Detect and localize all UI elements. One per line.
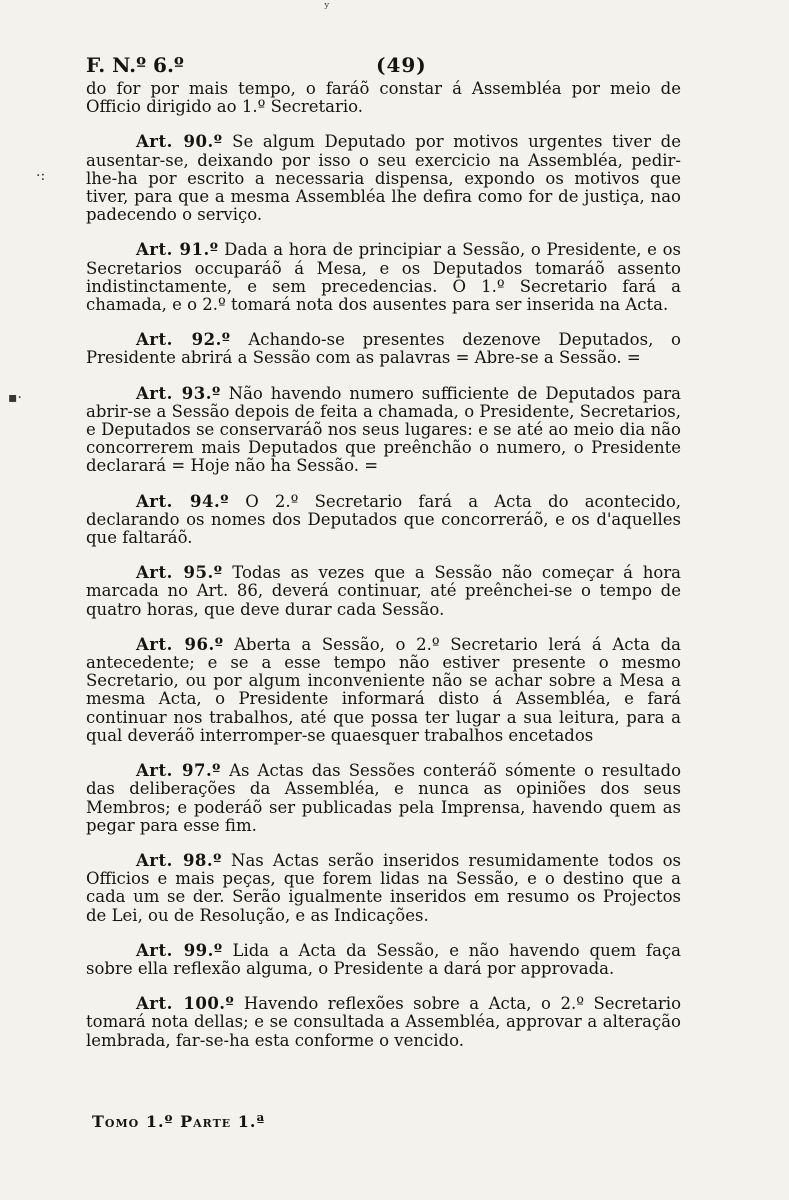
article-95 <box>86 564 681 619</box>
article-text: Não havendo numero sufficiente de Deputados para abrir-se a Sessão depois de feita a chamada, o Presidente, Secretarios, e Deputados se conservaráõ nos seus lugares: e se até ao meio dia não concorrerem mais Deputados que preênchão o numero, o Presidente declarará = Hoje não ha Sessão. = <box>86 383 681 476</box>
article-99 <box>86 942 681 978</box>
article-98 <box>86 852 681 925</box>
article-97 <box>86 762 681 835</box>
article-label: Art. 100.º <box>136 994 235 1014</box>
article-text: O 2.º Secretario fará a Acta do acontecido, declarando os nomes dos Deputados que concorreráõ, e os d'aquelles que faltaráõ. <box>86 491 682 548</box>
top-edge-mark: ʸ <box>324 0 330 16</box>
article-label: Art. 97.º <box>136 761 221 781</box>
article-label: Art. 93.º <box>136 383 221 403</box>
article-text: Lida a Acta da Sessão, e não havendo quem faça sobre ella reflexão alguma, o Presidente a dará por approvada. <box>86 940 681 978</box>
article-96 <box>86 636 681 745</box>
article-text: Aberta a Sessão, o 2.º Secretario lerá á Acta da antecedente; e se a esse tempo não estiver presente o mesmo Secretario, ou por algum inconveniente não se achar sobre a Mesa a mesma Acta, o Presidente informará disto á Assembléa, e fará continuar nos trabalhos, até que possa ter lugar a sua leitura, para a qual deveráõ interromper-se quaesquer trabalhos encetados <box>86 634 682 745</box>
article-90 <box>86 133 681 224</box>
page-header <box>86 50 681 80</box>
signature-mark: F. N.º 6.º <box>86 53 184 77</box>
article-text: Achando-se presentes dezenove Deputados, o Presidente abrirá a Sessão com as palavras = Abre-se a Sessão. = <box>86 330 681 368</box>
intro-paragraph: do for por mais tempo, o faráõ constar á Assembléa por meio de Officio dirigido ao 1.º Secretario. <box>86 79 681 117</box>
article-100 <box>86 995 681 1050</box>
article-text: Nas Actas serão inseridos resumidamente todos os Officios e mais peças, que forem lidas na Sessão, e o destino que a cada um se der. Serão igualmente inseridos em resumo os Projectos de Lei, ou de Resolução, e as Indicações. <box>86 850 682 925</box>
page-number: (49) <box>376 53 427 77</box>
article-text: Dada a hora de principiar a Sessão, o Presidente, e os Secretarios occuparáõ á Mesa, e os Deputados tomaráõ assento indistinctamente, e sem precedencias. O 1.º Secretario fará a chamada, e o 2.º tomará nota dos ausentes para ser inserida na Acta. <box>86 240 681 315</box>
article-94 <box>86 493 681 548</box>
article-91 <box>86 241 681 314</box>
article-text: Todas as vezes que a Sessão não começar á hora marcada no Art. 86, deverá continuar, até preênchei-se o tempo de quatro horas, que deve durar cada Sessão. <box>86 563 682 619</box>
article-label: Art. 91.º <box>136 240 219 260</box>
article-text: As Actas das Sessões conteráõ sómente o resultado das deliberações da Assembléa, e nunca as opiniões dos seus Membros; e poderáõ ser publicadas pela Imprensa, havendo quem as pegar para esse fim. <box>86 761 681 835</box>
margin-dots-mark: ·: <box>36 168 46 184</box>
article-label: Art. 92.º <box>136 330 231 350</box>
article-label: Art. 98.º <box>136 850 222 870</box>
article-label: Art. 94.º <box>136 491 230 511</box>
margin-tick-mark: ▪· <box>8 390 22 406</box>
page-footer: Tomo 1.º Parte 1.ª <box>92 1112 266 1131</box>
article-93 <box>86 385 681 476</box>
article-label: Art. 96.º <box>136 634 224 654</box>
article-label: Art. 95.º <box>136 563 223 583</box>
article-92 <box>86 331 681 367</box>
article-label: Art. 99.º <box>136 940 223 960</box>
article-label: Art. 90.º <box>136 132 223 152</box>
article-text: Se algum Deputado por motivos urgentes tiver de ausentar-se, deixando por isso o seu exercicio na Assembléa, pedir-lhe-ha por escrito a necessaria dispensa, expondo os motivos que tiver, para que a mesma Assembléa lhe defira como for de justiça, nao padecendo o serviço. <box>86 132 682 225</box>
page-body <box>86 80 681 1050</box>
article-text: Havendo reflexões sobre a Acta, o 2.º Secretario tomará nota dellas; e se consultada a Assembléa, approvar a alteração lembrada, far-se-ha esta conforme o vencido. <box>86 994 682 1050</box>
